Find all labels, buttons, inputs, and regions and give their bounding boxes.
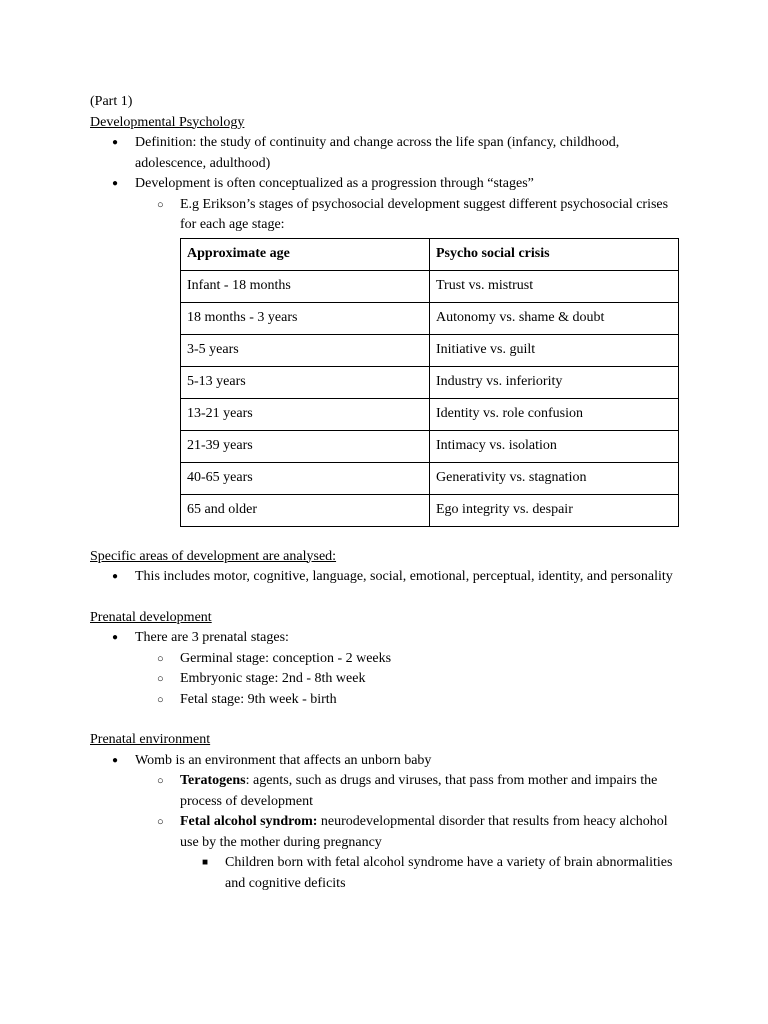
table-cell: Ego integrity vs. despair — [430, 494, 679, 526]
table-cell: 40-65 years — [181, 462, 430, 494]
table-cell: 3-5 years — [181, 334, 430, 366]
dev-psych-list — [90, 133, 680, 236]
list-item: ○ E.g Erikson’s stages of psychosocial development suggest different psychosocial crises for each age stage: — [90, 195, 680, 236]
table-header-cell: Psycho social crisis — [430, 238, 679, 270]
definition-text: neurodevelopmental disorder that results from heacy alchohol use by the mother during pregnancy — [180, 814, 668, 850]
prenatal-environment-list — [90, 751, 680, 895]
prenatal-development-list — [90, 628, 680, 710]
table-cell: 18 months - 3 years — [181, 302, 430, 334]
list-item: ■ Children born with fetal alcohol syndrome have a variety of brain abnormalities and cognitive deficits — [90, 853, 680, 894]
table-cell: 21-39 years — [181, 430, 430, 462]
erikson-stages-table — [180, 238, 679, 527]
definition-text: : agents, such as drugs and viruses, that pass from mother and impairs the process of development — [180, 773, 658, 809]
part-label: (Part 1) — [90, 94, 133, 109]
table-row — [181, 270, 679, 302]
table-cell: Industry vs. inferiority — [430, 366, 679, 398]
term-teratogens: Teratogens — [180, 773, 246, 788]
list-item: ○ Embryonic stage: 2nd - 8th week — [90, 669, 680, 690]
table-cell: Infant - 18 months — [181, 270, 430, 302]
list-item: ● This includes motor, cognitive, language, social, emotional, perceptual, identity, and personality — [90, 567, 680, 588]
list-item: ● There are 3 prenatal stages: — [90, 628, 680, 649]
spacer — [90, 527, 680, 547]
table-cell: Intimacy vs. isolation — [430, 430, 679, 462]
table-cell: Identity vs. role confusion — [430, 398, 679, 430]
section-heading-specific-areas: Specific areas of development are analysed: — [90, 548, 337, 564]
list-item: ● Definition: the study of continuity and change across the life span (infancy, childhood, adolescence, adulthood) — [90, 133, 680, 174]
table-row — [181, 462, 679, 494]
table-cell: Autonomy vs. shame & doubt — [430, 302, 679, 334]
document-page — [90, 92, 680, 894]
spacer — [90, 588, 680, 608]
list-item: ○ Germinal stage: conception - 2 weeks — [90, 649, 680, 670]
table-cell: Initiative vs. guilt — [430, 334, 679, 366]
table-row — [181, 302, 679, 334]
table-header-row — [181, 238, 679, 270]
table-cell: 13-21 years — [181, 398, 430, 430]
table-row — [181, 430, 679, 462]
list-item: ● Development is often conceptualized as a progression through “stages” — [90, 174, 680, 195]
term-fetal-alcohol-syndrome: Fetal alcohol syndrom: — [180, 814, 318, 829]
specific-areas-list — [90, 567, 680, 588]
table-row — [181, 398, 679, 430]
section-heading-developmental-psychology: Developmental Psychology — [90, 114, 245, 130]
table-header-cell: Approximate age — [181, 238, 430, 270]
list-item: ● Womb is an environment that affects an unborn baby — [90, 751, 680, 772]
list-item — [90, 771, 680, 812]
list-item: ○ Fetal stage: 9th week - birth — [90, 690, 680, 711]
spacer — [90, 710, 680, 730]
section-heading-prenatal-environment: Prenatal environment — [90, 732, 211, 747]
table-row — [181, 494, 679, 526]
table-cell: 5-13 years — [181, 366, 430, 398]
table-cell: 65 and older — [181, 494, 430, 526]
section-heading-prenatal-development: Prenatal development — [90, 609, 212, 625]
table-cell: Generativity vs. stagnation — [430, 462, 679, 494]
table-row — [181, 366, 679, 398]
table-cell: Trust vs. mistrust — [430, 270, 679, 302]
table-row — [181, 334, 679, 366]
list-item — [90, 812, 680, 853]
